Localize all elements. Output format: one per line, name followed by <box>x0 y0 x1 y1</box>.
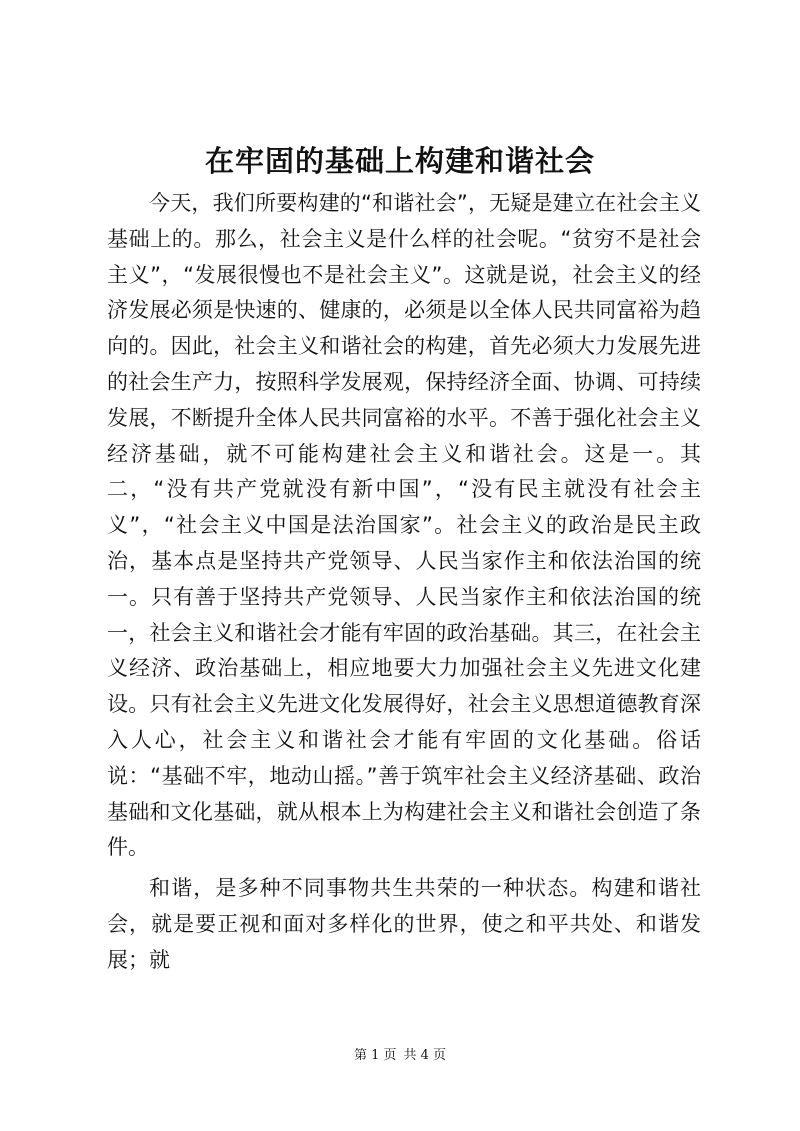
body-paragraph-2: 和谐，是多种不同事物共生共荣的一种状态。构建和谐社会，就是要正视和面对多样化的世界，使之和平共处、和谐发展；就 <box>107 876 701 972</box>
document-title: 在牢固的基础上构建和谐社会 <box>204 144 595 178</box>
document-body <box>107 186 701 979</box>
page-footer <box>0 1047 800 1065</box>
page-number: 第 1 页 <box>353 1048 397 1063</box>
body-paragraph-1: 今天，我们所要构建的“和谐社会”，无疑是建立在社会主义基础上的。那么，社会主义是什么样的社会呢。“贫穷不是社会主义”，“发展很慢也不是社会主义”。这就是说，社会主义的经济发展必须是快速的、健康的，必须是以全体人民共同富裕为趋向的。因此，社会主义和谐社会的构建，首先必须大力发展先进的社会生产力，按照科学发展观，保持经济全面、协调、可持续发展，不断提升全体人民共同富裕的水平。不善于强化社会主义经济基础，就不可能构建社会主义和谐社会。这是一。其二，“没有共产党就没有新中国”，“没有民主就没有社会主义”，“社会主义中国是法治国家”。社会主义的政治是民主政治，基本点是坚持共产党领导、人民当家作主和依法治国的统一。只有善于坚持共产党领导、人民当家作主和依法治国的统一，社会主义和谐社会才能有牢固的政治基础。其三，在社会主义经济、政治基础上，相应地要大力加强社会主义先进文化建设。只有社会主义先进文化发展得好，社会主义思想道德教育深入人心，社会主义和谐社会才能有牢固的文化基础。俗话说：“基础不牢，地动山摇。”善于筑牢社会主义经济基础、政治基础和文化基础，就从根本上为构建社会主义和谐社会创造了条件。 <box>107 191 701 860</box>
page-total: 共 4 页 <box>403 1048 447 1063</box>
